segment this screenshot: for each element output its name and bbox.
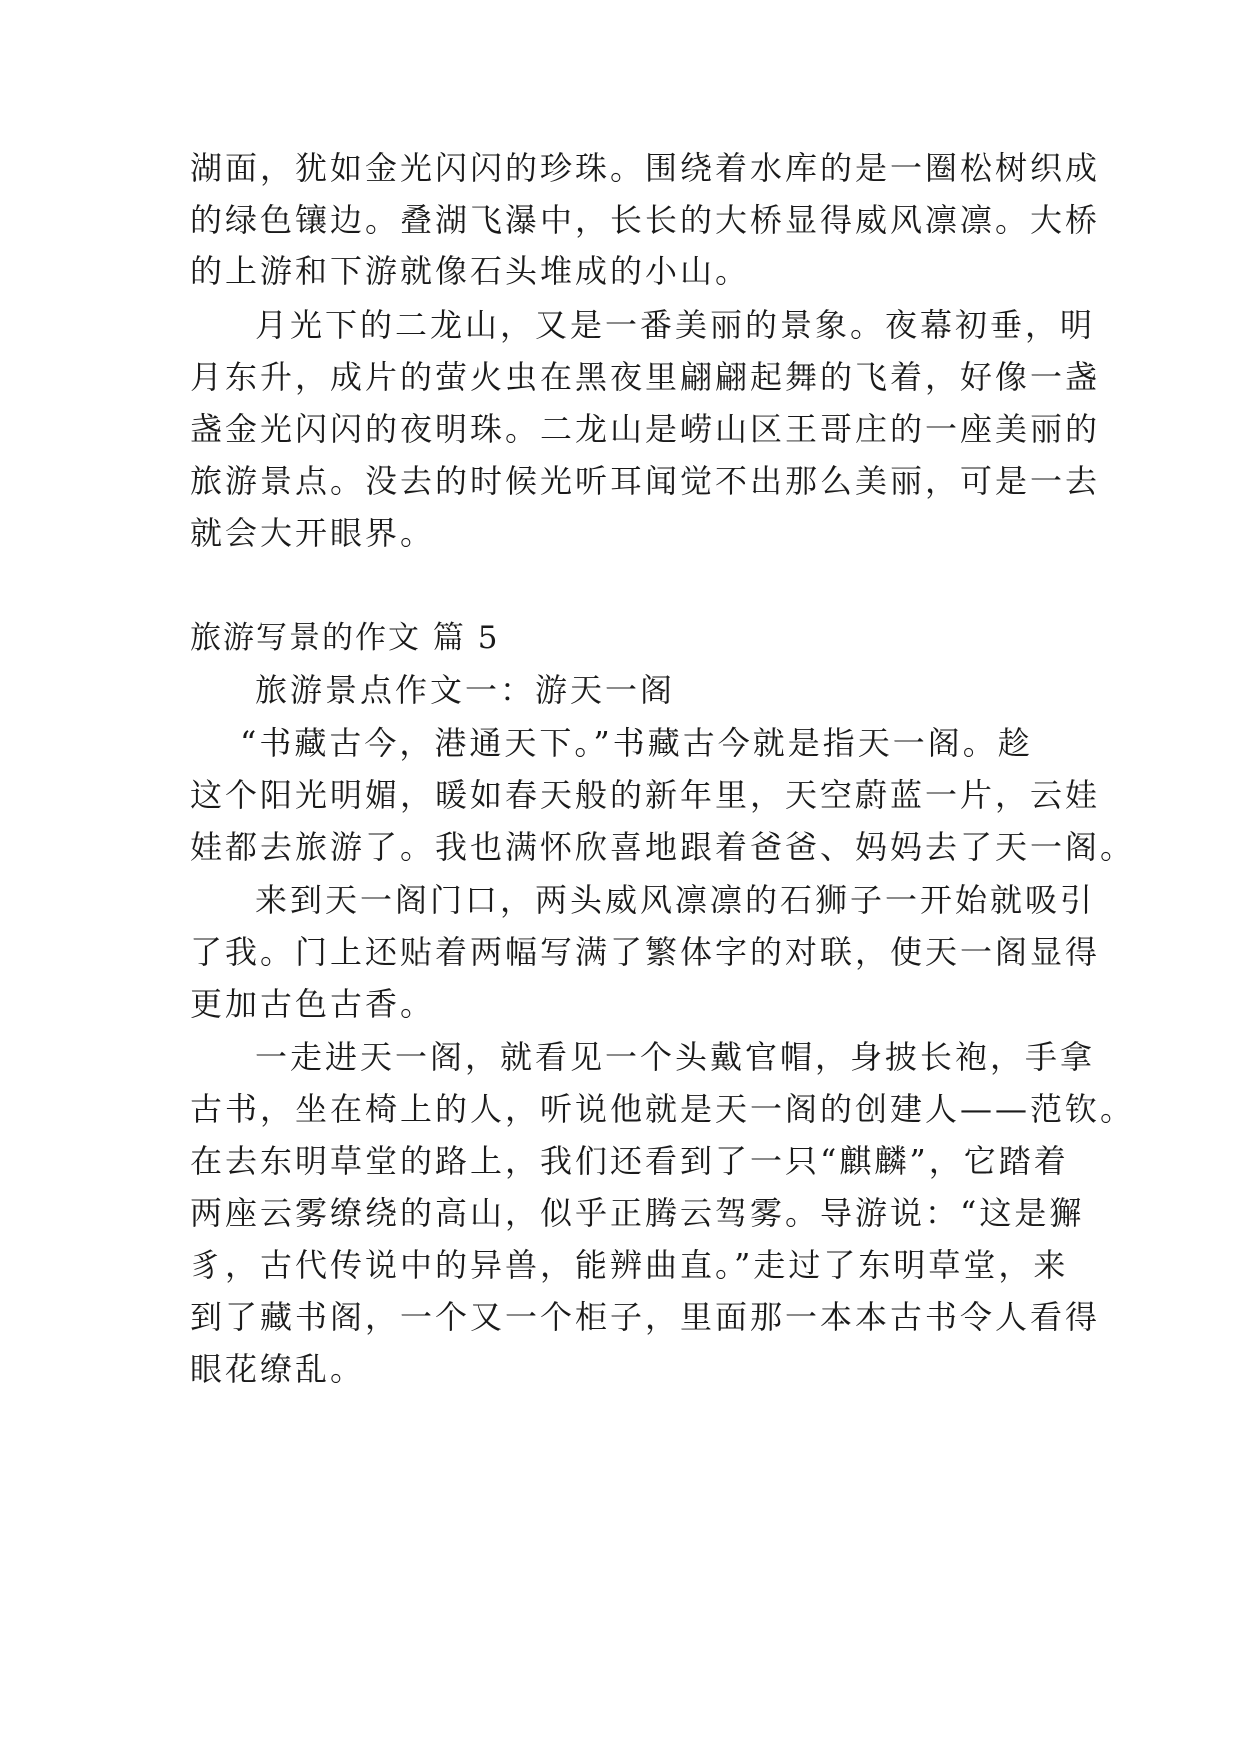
paragraph-line: 两座云雾缭绕的高山，似乎正腾云驾雾。导游说：“这是獬 (190, 1194, 1085, 1232)
paragraph-line: 豸，古代传说中的异兽，能辨曲直。”走过了东明草堂，来 (190, 1246, 1069, 1284)
paragraph-line: 这个阳光明媚，暖如春天般的新年里，天空蔚蓝一片，云娃 (190, 776, 1101, 814)
paragraph-line: 湖面，犹如金光闪闪的珍珠。围绕着水库的是一圈松树织成 (190, 149, 1101, 187)
paragraph-line: 娃都去旅游了。我也满怀欣喜地跟着爸爸、妈妈去了天一阁。 (190, 828, 1136, 866)
paragraph-line: 旅游景点。没去的时候光听耳闻觉不出那么美丽，可是一去 (190, 462, 1101, 500)
paragraph-line: 就会大开眼界。 (190, 514, 436, 552)
paragraph-line: 更加古色古香。 (190, 985, 436, 1023)
paragraph-line: 一走进天一阁，就看见一个头戴官帽，身披长袍，手拿 (255, 1038, 1096, 1076)
paragraph-line: 月东升，成片的萤火虫在黑夜里翩翩起舞的飞着，好像一盏 (190, 358, 1101, 396)
paragraph-line: 了我。门上还贴着两幅写满了繁体字的对联，使天一阁显得 (190, 933, 1101, 971)
paragraph-line: “书藏古今，港通天下。”书藏古今就是指天一阁。趁 (240, 724, 1033, 762)
paragraph-line: 到了藏书阁，一个又一个柜子，里面那一本本古书令人看得 (190, 1298, 1101, 1336)
paragraph-line: 古书，坐在椅上的人，听说他就是天一阁的创建人——范钦。 (190, 1090, 1136, 1128)
paragraph-line: 来到天一阁门口，两头威风凛凛的石狮子一开始就吸引 (255, 881, 1096, 919)
paragraph-line: 的绿色镶边。叠湖飞瀑中，长长的大桥显得威风凛凛。大桥 (190, 201, 1101, 239)
paragraph-line: 的上游和下游就像石头堆成的小山。 (190, 252, 751, 290)
paragraph-line: 在去东明草堂的路上，我们还看到了一只“麒麟”，它踏着 (190, 1142, 1069, 1180)
section-heading: 旅游写景的作文 篇 5 (190, 620, 500, 656)
paragraph-line: 眼花缭乱。 (190, 1350, 366, 1388)
paragraph-line: 月光下的二龙山，又是一番美丽的景象。夜幕初垂，明 (255, 306, 1096, 344)
paragraph-line: 盏金光闪闪的夜明珠。二龙山是崂山区王哥庄的一座美丽的 (190, 410, 1101, 448)
article-subtitle: 旅游景点作文一：游天一阁 (255, 671, 676, 709)
